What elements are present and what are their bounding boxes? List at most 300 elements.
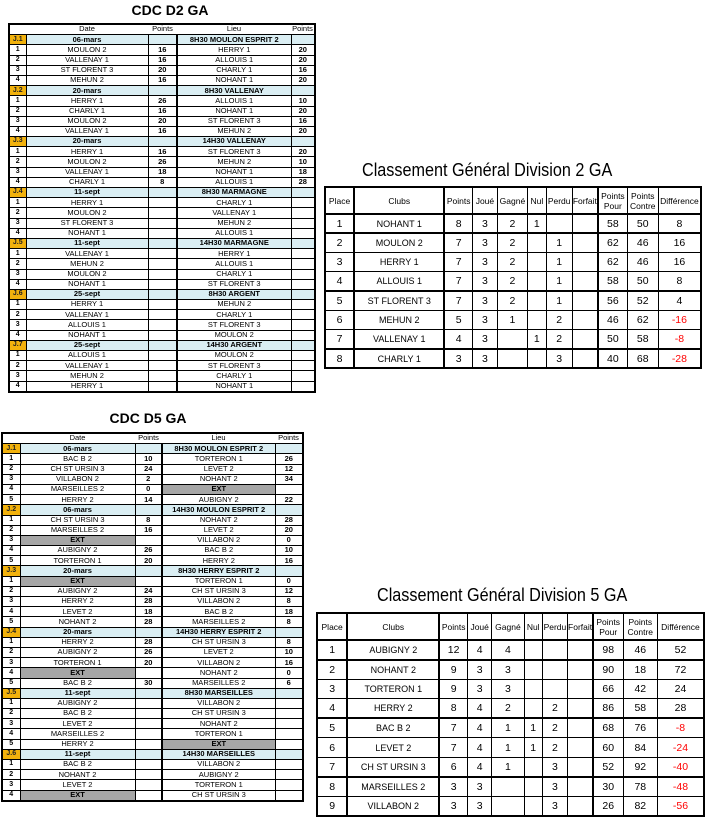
match-row xyxy=(9,55,315,65)
home-points xyxy=(135,780,162,790)
home-points xyxy=(148,208,177,218)
home-points: 20 xyxy=(148,65,177,75)
club-name-cell: MARSEILLES 2 xyxy=(347,777,439,797)
column-header: Perdu xyxy=(546,187,572,214)
away-points xyxy=(291,218,315,228)
round-header-row xyxy=(9,340,315,350)
match-row xyxy=(9,157,315,167)
home-points xyxy=(135,790,162,801)
points-cell: 9 xyxy=(439,679,467,699)
home-team: HERRY 1 xyxy=(26,147,148,157)
home-team: MOULON 2 xyxy=(26,45,148,55)
home-points xyxy=(148,330,177,340)
standings-row xyxy=(317,679,704,699)
away-points xyxy=(291,198,315,208)
round-points-empty xyxy=(291,86,315,96)
home-points xyxy=(148,218,177,228)
place-cell: 6 xyxy=(325,310,354,329)
away-team: BAC B 2 xyxy=(162,546,275,556)
away-points xyxy=(291,320,315,330)
standings-row xyxy=(325,330,701,349)
lost-cell: 2 xyxy=(546,310,572,329)
points-against-cell: 62 xyxy=(627,310,658,329)
away-team: AUBIGNY 2 xyxy=(162,495,275,505)
place-cell: 7 xyxy=(317,758,347,778)
column-header: Place xyxy=(317,613,347,640)
match-row xyxy=(2,546,303,556)
played-cell: 4 xyxy=(468,738,492,758)
drawn-cell xyxy=(528,349,547,368)
forfeit-cell xyxy=(572,233,598,252)
match-number: 1 xyxy=(2,760,20,770)
match-number: 1 xyxy=(9,351,26,361)
round-points-empty xyxy=(291,340,315,350)
match-number: 3 xyxy=(9,167,26,177)
played-cell: 3 xyxy=(468,777,492,797)
away-team: VILLABON 2 xyxy=(162,597,275,607)
match-number: 5 xyxy=(2,495,20,505)
match-number: 4 xyxy=(9,126,26,136)
away-points: 0 xyxy=(275,668,303,678)
forfeit-cell xyxy=(568,660,593,680)
club-name-cell: CH ST URSIN 3 xyxy=(347,758,439,778)
standings-row xyxy=(317,777,704,797)
match-number: 1 xyxy=(9,249,26,259)
place-cell: 2 xyxy=(325,233,354,252)
match-number: 4 xyxy=(2,668,20,678)
standings-row xyxy=(325,272,701,291)
match-number: 1 xyxy=(9,45,26,55)
round-venue: 8H30 HERRY ESPRIT 2 xyxy=(162,566,275,576)
away-team: HERRY 2 xyxy=(162,556,275,566)
match-row xyxy=(9,228,315,238)
home-team: LEVET 2 xyxy=(20,607,135,617)
home-team: MEHUN 2 xyxy=(26,371,148,381)
match-row xyxy=(2,484,303,494)
place-cell: 7 xyxy=(325,330,354,349)
away-team: MEHUN 2 xyxy=(177,300,291,310)
match-row xyxy=(9,381,315,392)
home-points xyxy=(148,320,177,330)
round-header-row xyxy=(2,688,303,698)
home-team: VILLABON 2 xyxy=(20,474,135,484)
home-team: EXT xyxy=(20,535,135,545)
forfeit-cell xyxy=(568,797,593,817)
match-row xyxy=(9,45,315,55)
club-name-cell: HERRY 2 xyxy=(347,699,439,719)
lost-cell: 3 xyxy=(542,758,567,778)
away-team: ST FLORENT 3 xyxy=(177,116,291,126)
away-points: 8 xyxy=(275,617,303,627)
place-cell: 8 xyxy=(325,349,354,368)
standings-row xyxy=(317,640,704,660)
away-team: MOULON 2 xyxy=(177,330,291,340)
home-points xyxy=(135,668,162,678)
home-points xyxy=(148,269,177,279)
standings-row xyxy=(317,797,704,817)
points-against-cell: 92 xyxy=(623,758,657,778)
match-number: 3 xyxy=(9,269,26,279)
round-date: 11-sept xyxy=(20,688,135,698)
column-header: Forfait xyxy=(568,613,593,640)
away-points: 10 xyxy=(291,157,315,167)
played-cell: 3 xyxy=(472,253,497,272)
round-date: 11-sept xyxy=(26,238,148,248)
points-cell: 7 xyxy=(444,291,472,310)
forfeit-cell xyxy=(572,310,598,329)
home-team: HERRY 1 xyxy=(26,198,148,208)
away-team: AUBIGNY 2 xyxy=(162,770,275,780)
match-number: 2 xyxy=(9,157,26,167)
d5-standings-table xyxy=(316,612,705,817)
played-cell: 3 xyxy=(472,272,497,291)
home-team: MARSEILLES 2 xyxy=(20,729,135,739)
match-row xyxy=(2,617,303,627)
home-points: 16 xyxy=(148,126,177,136)
points-against-cell: 46 xyxy=(627,233,658,252)
d2-standings-table xyxy=(324,186,702,369)
drawn-cell xyxy=(524,699,542,719)
away-points xyxy=(291,249,315,259)
difference-cell: -48 xyxy=(657,777,704,797)
drawn-cell xyxy=(524,679,542,699)
standings-row xyxy=(317,738,704,758)
home-team: ST FLORENT 3 xyxy=(26,218,148,228)
round-date: 25-sept xyxy=(26,289,148,299)
round-points-empty xyxy=(275,688,303,698)
lost-cell: 1 xyxy=(546,253,572,272)
won-cell: 3 xyxy=(492,679,524,699)
round-date: 20-mars xyxy=(26,137,148,147)
round-points-empty xyxy=(148,35,177,45)
drawn-cell xyxy=(524,640,542,660)
match-number: 1 xyxy=(2,576,20,586)
played-cell: 3 xyxy=(472,330,497,349)
won-cell: 2 xyxy=(497,214,527,233)
away-team: TORTERON 1 xyxy=(162,454,275,464)
home-team: NOHANT 2 xyxy=(20,617,135,627)
away-team: MARSEILLES 2 xyxy=(162,678,275,688)
round-tag: J.5 xyxy=(9,238,26,248)
away-points xyxy=(275,709,303,719)
points-against-cell: 46 xyxy=(623,640,657,660)
standings-row xyxy=(325,214,701,233)
away-points xyxy=(291,371,315,381)
away-team: VILLABON 2 xyxy=(162,698,275,708)
home-points xyxy=(148,351,177,361)
lieu-header: Lieu xyxy=(226,24,242,34)
difference-cell: 72 xyxy=(657,660,704,680)
match-number: 2 xyxy=(9,361,26,371)
lost-cell: 2 xyxy=(542,699,567,719)
match-row xyxy=(9,249,315,259)
round-points-empty xyxy=(148,340,177,350)
match-number: 1 xyxy=(2,698,20,708)
column-header: Gagné xyxy=(497,187,527,214)
lost-cell: 2 xyxy=(542,738,567,758)
points-for-cell: 90 xyxy=(593,660,623,680)
match-row xyxy=(2,607,303,617)
home-points: 16 xyxy=(148,55,177,65)
round-points-empty xyxy=(148,137,177,147)
match-number: 3 xyxy=(2,658,20,668)
match-number: 2 xyxy=(9,310,26,320)
d2-schedule-table xyxy=(8,23,316,393)
home-points xyxy=(148,300,177,310)
standings-row xyxy=(317,758,704,778)
drawn-cell xyxy=(524,660,542,680)
points-for-cell: 40 xyxy=(598,349,627,368)
points-for-cell: 62 xyxy=(598,233,627,252)
home-points xyxy=(148,361,177,371)
round-points-empty xyxy=(291,35,315,45)
match-number: 3 xyxy=(2,597,20,607)
lost-cell xyxy=(542,679,567,699)
round-points-empty xyxy=(135,749,162,759)
drawn-cell: 1 xyxy=(528,214,547,233)
points-against-cell: 84 xyxy=(623,738,657,758)
away-points xyxy=(291,208,315,218)
drawn-cell xyxy=(528,291,547,310)
column-header: Gagné xyxy=(492,613,524,640)
points-against-cell: 18 xyxy=(623,660,657,680)
home-team: CHARLY 1 xyxy=(26,106,148,116)
home-points: 0 xyxy=(135,484,162,494)
points-for-cell: 58 xyxy=(598,272,627,291)
club-name-cell: TORTERON 1 xyxy=(347,679,439,699)
column-header: Points xyxy=(439,613,467,640)
home-team: NOHANT 1 xyxy=(26,228,148,238)
points-for-cell: 58 xyxy=(598,214,627,233)
match-row xyxy=(9,96,315,106)
home-points xyxy=(135,760,162,770)
d5-schedule-table xyxy=(1,432,304,802)
away-points: 12 xyxy=(275,586,303,596)
won-cell xyxy=(497,349,527,368)
away-team: NOHANT 2 xyxy=(162,668,275,678)
forfeit-cell xyxy=(572,253,598,272)
points-against-cell: 50 xyxy=(627,272,658,291)
points-cell: 7 xyxy=(444,272,472,291)
drawn-cell: 1 xyxy=(524,718,542,738)
round-header-row xyxy=(2,749,303,759)
lost-cell: 1 xyxy=(546,233,572,252)
home-team: EXT xyxy=(20,668,135,678)
home-team: VALLENAY 1 xyxy=(26,310,148,320)
round-header-row xyxy=(2,444,303,454)
round-date: 11-sept xyxy=(26,188,148,198)
column-header: Points Pour xyxy=(598,187,627,214)
home-team: HERRY 2 xyxy=(20,637,135,647)
column-header: Clubs xyxy=(354,187,444,214)
points-against-cell: 42 xyxy=(623,679,657,699)
won-cell: 2 xyxy=(497,272,527,291)
points-against-cell: 58 xyxy=(623,699,657,719)
round-date: 11-sept xyxy=(20,749,135,759)
d5-standings-title: Classement Général Division 5 GA xyxy=(377,585,628,605)
match-row xyxy=(2,709,303,719)
match-row xyxy=(2,535,303,545)
match-number: 4 xyxy=(9,75,26,85)
points-against-cell: 52 xyxy=(627,291,658,310)
away-team: VILLABON 2 xyxy=(162,658,275,668)
round-tag: J.3 xyxy=(9,137,26,147)
home-team: MEHUN 2 xyxy=(26,259,148,269)
won-cell: 2 xyxy=(492,699,524,719)
match-number: 2 xyxy=(9,208,26,218)
forfeit-cell xyxy=(572,330,598,349)
away-team: HERRY 1 xyxy=(177,45,291,55)
home-team: CHARLY 1 xyxy=(26,177,148,187)
column-header: Forfait xyxy=(572,187,598,214)
away-team: LEVET 2 xyxy=(162,464,275,474)
home-team: AUBIGNY 2 xyxy=(20,546,135,556)
difference-cell: 8 xyxy=(658,214,701,233)
place-cell: 1 xyxy=(325,214,354,233)
round-points-empty xyxy=(291,137,315,147)
match-number: 5 xyxy=(2,617,20,627)
match-row xyxy=(2,698,303,708)
round-points-empty xyxy=(135,688,162,698)
away-team: LEVET 2 xyxy=(162,525,275,535)
away-points: 18 xyxy=(275,607,303,617)
match-number: 2 xyxy=(2,709,20,719)
won-cell: 1 xyxy=(497,310,527,329)
points-for-cell: 46 xyxy=(598,310,627,329)
played-cell: 3 xyxy=(472,233,497,252)
home-team: VALLENAY 1 xyxy=(26,249,148,259)
home-points: 18 xyxy=(135,607,162,617)
lost-cell xyxy=(546,214,572,233)
standings-row xyxy=(317,660,704,680)
home-points xyxy=(148,198,177,208)
match-row xyxy=(9,106,315,116)
home-points xyxy=(148,228,177,238)
away-points: 0 xyxy=(275,576,303,586)
away-team: ALLOUIS 1 xyxy=(177,259,291,269)
away-team: MEHUN 2 xyxy=(177,218,291,228)
round-venue: 8H30 VALLENAY xyxy=(177,86,291,96)
match-row xyxy=(2,525,303,535)
difference-cell: 16 xyxy=(658,233,701,252)
played-cell: 4 xyxy=(468,640,492,660)
difference-cell: 24 xyxy=(657,679,704,699)
home-points xyxy=(135,709,162,719)
match-number: 2 xyxy=(2,464,20,474)
match-row xyxy=(2,770,303,780)
points-against-cell: 46 xyxy=(627,253,658,272)
points-for-cell: 86 xyxy=(593,699,623,719)
home-points: 28 xyxy=(135,617,162,627)
home-points xyxy=(148,279,177,289)
points-for-cell: 56 xyxy=(598,291,627,310)
home-points xyxy=(148,310,177,320)
home-points: 16 xyxy=(148,45,177,55)
standings-row xyxy=(325,291,701,310)
match-number: 2 xyxy=(2,525,20,535)
difference-cell: -8 xyxy=(657,718,704,738)
difference-cell: 16 xyxy=(658,253,701,272)
away-points: 20 xyxy=(275,525,303,535)
played-cell: 4 xyxy=(468,699,492,719)
match-number: 5 xyxy=(2,739,20,749)
club-name-cell: NOHANT 2 xyxy=(347,660,439,680)
round-points-empty xyxy=(135,505,162,515)
drawn-cell xyxy=(524,777,542,797)
away-points: 16 xyxy=(275,658,303,668)
away-points: 8 xyxy=(275,637,303,647)
round-tag: J.7 xyxy=(9,340,26,350)
home-points: 14 xyxy=(135,495,162,505)
difference-cell: -56 xyxy=(657,797,704,817)
column-header: Points Contre xyxy=(627,187,658,214)
match-number: 5 xyxy=(2,678,20,688)
drawn-cell: 1 xyxy=(524,738,542,758)
away-points xyxy=(291,330,315,340)
match-row xyxy=(2,597,303,607)
points-cell: 3 xyxy=(439,797,467,817)
round-tag: J.1 xyxy=(9,35,26,45)
points-cell: 5 xyxy=(444,310,472,329)
d2-schedule-title: CDC D2 GA xyxy=(131,2,209,18)
points-against-cell: 76 xyxy=(623,718,657,738)
match-row xyxy=(9,167,315,177)
lost-cell xyxy=(542,660,567,680)
match-row xyxy=(2,454,303,464)
points-against-cell: 68 xyxy=(627,349,658,368)
away-points: 6 xyxy=(275,678,303,688)
club-name-cell: LEVET 2 xyxy=(347,738,439,758)
away-team: ALLOUIS 1 xyxy=(177,228,291,238)
match-row xyxy=(9,126,315,136)
match-number: 3 xyxy=(2,719,20,729)
place-cell: 1 xyxy=(317,640,347,660)
match-number: 2 xyxy=(9,259,26,269)
away-points: 20 xyxy=(291,126,315,136)
away-points: 10 xyxy=(291,96,315,106)
match-row xyxy=(9,147,315,157)
match-number: 1 xyxy=(2,637,20,647)
home-team: MARSEILLES 2 xyxy=(20,484,135,494)
home-points: 26 xyxy=(148,96,177,106)
round-venue: 8H30 ARGENT xyxy=(177,289,291,299)
club-name-cell: MEHUN 2 xyxy=(354,310,444,329)
away-points: 18 xyxy=(291,167,315,177)
away-points: 20 xyxy=(291,106,315,116)
won-cell: 4 xyxy=(492,640,524,660)
away-team: CH ST URSIN 3 xyxy=(162,709,275,719)
match-row xyxy=(9,177,315,187)
away-points xyxy=(275,698,303,708)
column-header: Différence xyxy=(657,613,704,640)
away-team: ALLOUIS 1 xyxy=(177,177,291,187)
match-number: 3 xyxy=(2,535,20,545)
away-team: NOHANT 1 xyxy=(177,167,291,177)
round-points-empty xyxy=(291,188,315,198)
home-team: MARSEILLES 2 xyxy=(20,525,135,535)
away-team: CHARLY 1 xyxy=(177,269,291,279)
away-points: 20 xyxy=(291,75,315,85)
home-team: VALLENAY 1 xyxy=(26,126,148,136)
home-team: ST FLORENT 3 xyxy=(26,65,148,75)
points-cell: 7 xyxy=(439,738,467,758)
forfeit-cell xyxy=(572,291,598,310)
home-team: MEHUN 2 xyxy=(26,75,148,85)
home-team: EXT xyxy=(20,790,135,801)
forfeit-cell xyxy=(568,758,593,778)
date-header: Date xyxy=(79,24,95,34)
away-team: NOHANT 2 xyxy=(162,474,275,484)
